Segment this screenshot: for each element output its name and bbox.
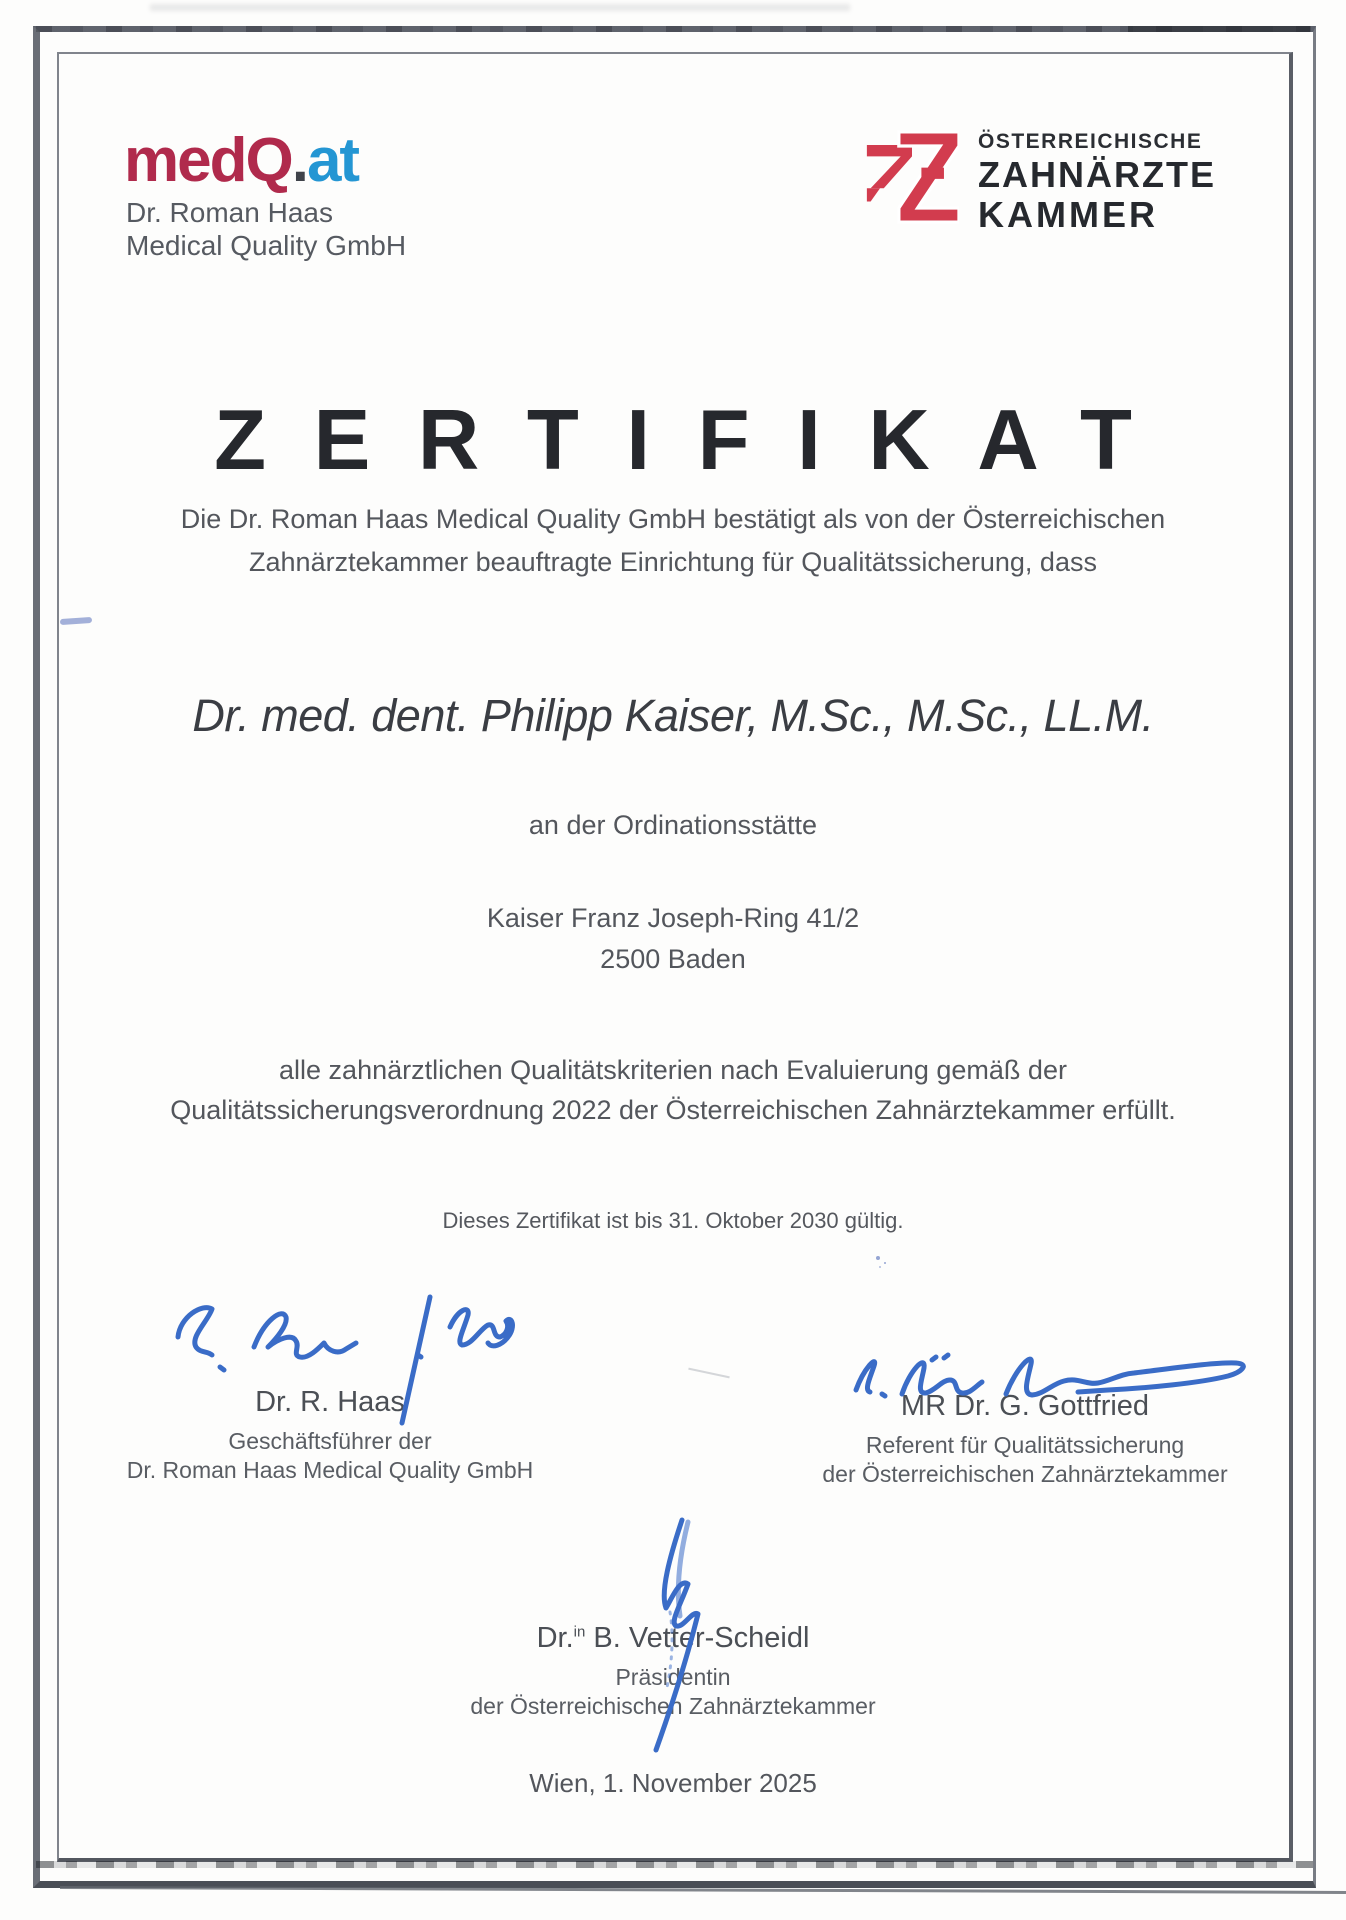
haas-name: Dr. R. Haas <box>255 1386 405 1418</box>
signature-block-haas <box>105 1386 555 1484</box>
vetter-name-sup: in <box>573 1623 586 1641</box>
medq-subline-1: Dr. Roman Haas <box>126 197 333 228</box>
oezk-label-kammer: KAMMER <box>978 194 1158 235</box>
haas-role-1: Geschäftsführer der <box>228 1428 432 1454</box>
scan-grain-top <box>36 26 1311 32</box>
oezk-label-zahnaerzte: ZAHNÄRZTE <box>978 154 1216 195</box>
issue-date: Wien, 1. November 2025 <box>529 1768 817 1798</box>
intro-line-2: Zahnärztekammer beauftragte Einrichtung für Qualitätssicherung, dass <box>249 547 1097 577</box>
medq-logo-text: medQ <box>124 126 292 195</box>
gottfried-role-2: der Österreichischen Zahnärztekammer <box>822 1461 1228 1487</box>
scan-grain-bottom <box>36 1861 1313 1868</box>
haas-role-2: Dr. Roman Haas Medical Quality GmbH <box>126 1457 534 1483</box>
intro-line-1: Die Dr. Roman Haas Medical Quality GmbH bestätigt als von der Österreichischen <box>180 504 1166 534</box>
gottfried-role-1: Referent für Qualitätssicherung <box>865 1432 1185 1458</box>
holder-name: Dr. med. dent. Philipp Kaiser, M.Sc., M.Sc., LL.M. <box>192 690 1154 741</box>
signature-block-gottfried <box>800 1390 1250 1488</box>
scan-dark-segment <box>1128 26 1310 32</box>
gottfried-name: MR Dr. G. Gottfried <box>900 1390 1150 1422</box>
scan-smudge <box>150 4 850 11</box>
statement-line-1: alle zahnärztlichen Qualitätskriterien nach Evaluierung gemäß der <box>279 1055 1067 1085</box>
validity-note: Dieses Zertifikat ist bis 31. Oktober 2030 gültig. <box>442 1208 904 1233</box>
vetter-role-1: Präsidentin <box>615 1664 731 1690</box>
vetter-role-2: der Österreichischen Zahnärztekammer <box>470 1693 876 1719</box>
certificate-title: ZERTIFIKAT <box>214 393 1180 488</box>
vetter-name-rest: B. Vetter-Scheidl <box>593 1622 810 1654</box>
oezk-label-country: ÖSTERREICHISCHE <box>978 130 1203 153</box>
vetter-name <box>448 1622 898 1655</box>
statement-line-2: Qualitätssicherungsverordnung 2022 der Österreichischen Zahnärztekammer erfüllt. <box>170 1095 1176 1125</box>
statement-paragraph <box>0 1050 1346 1130</box>
signature-block-vetter <box>448 1622 898 1720</box>
ink-speck-artifact <box>876 1256 880 1260</box>
intro-paragraph <box>0 498 1346 584</box>
address-line-2: 2500 Baden <box>600 944 746 974</box>
address-line-1: Kaiser Franz Joseph-Ring 41/2 <box>486 903 860 933</box>
vetter-name-prefix: Dr. <box>536 1622 574 1654</box>
location-label: an der Ordinationsstätte <box>528 810 818 840</box>
medq-logo-dot: . <box>291 126 307 195</box>
medq-logo <box>124 126 359 195</box>
medq-logo-tld: at <box>306 126 359 195</box>
medq-subline-2: Medical Quality GmbH <box>126 230 407 261</box>
zahnaerztekammer-zz-icon <box>865 130 959 224</box>
practice-address <box>0 898 1346 980</box>
